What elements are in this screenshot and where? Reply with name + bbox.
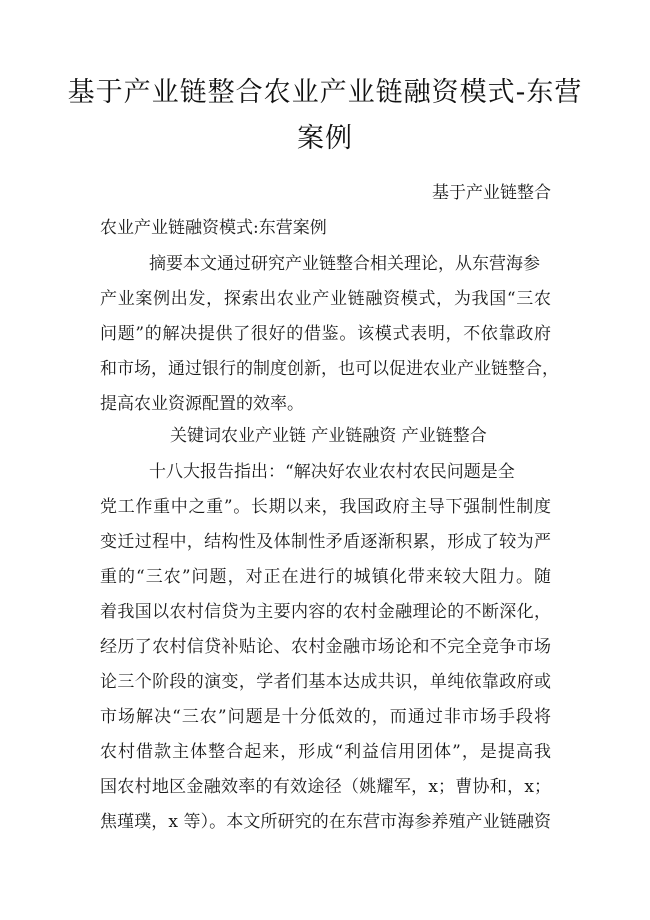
document-title-line-2: 案例 [297, 123, 353, 154]
subtitle-left: 农业产业链融资模式:东营案例 [100, 218, 327, 238]
body-line-11: 焦瑾璞，x 等）。本文所研究的在东营市海参养殖产业链融资 [100, 812, 551, 832]
keywords-line: 关键词农业产业链 产业链融资 产业链整合 [170, 426, 487, 446]
document-title-line-1: 基于产业链整合农业产业链融资模式-东营 [67, 77, 583, 108]
body-line-7: 论三个阶段的演变，学者们基本达成共识，单纯依靠政府或 [100, 672, 551, 692]
body-line-3: 变迁过程中，结构性及体制性矛盾逐渐积累，形成了较为严 [100, 532, 551, 552]
abstract-line-2: 产业案例出发，探索出农业产业链融资模式，为我国“三农 [100, 289, 551, 309]
body-line-4: 重的“三农”问题，对正在进行的城镇化带来较大阻力。随 [100, 567, 551, 587]
body-line-1: 十八大报告指出：“解决好农业农村农民问题是全 [149, 462, 515, 482]
subtitle-right: 基于产业链整合 [432, 183, 551, 203]
body-line-6: 经历了农村信贷补贴论、农村金融市场论和不完全竞争市场 [100, 637, 551, 657]
abstract-line-3: 问题”的解决提供了很好的借鉴。该模式表明，不依靠政府 [100, 324, 551, 344]
abstract-line-4: 和市场，通过银行的制度创新，也可以促进农业产业链整合， [100, 359, 559, 379]
body-line-10: 国农村地区金融效率的有效途径（姚耀军，x；曹协和，x； [100, 777, 551, 797]
body-line-9: 农村借款主体整合起来，形成“利益信用团体”，是提高我 [100, 742, 551, 762]
body-line-8: 市场解决“三农”问题是十分低效的，而通过非市场手段将 [100, 707, 551, 727]
body-line-5: 着我国以农村信贷为主要内容的农村金融理论的不断深化， [100, 602, 551, 622]
abstract-line-5: 提高农业资源配置的效率。 [100, 394, 304, 414]
abstract-line-1: 摘要本文通过研究产业链整合相关理论，从东营海参 [149, 254, 540, 274]
body-line-2: 党工作重中之重”。长期以来，我国政府主导下强制性制度 [100, 497, 551, 517]
